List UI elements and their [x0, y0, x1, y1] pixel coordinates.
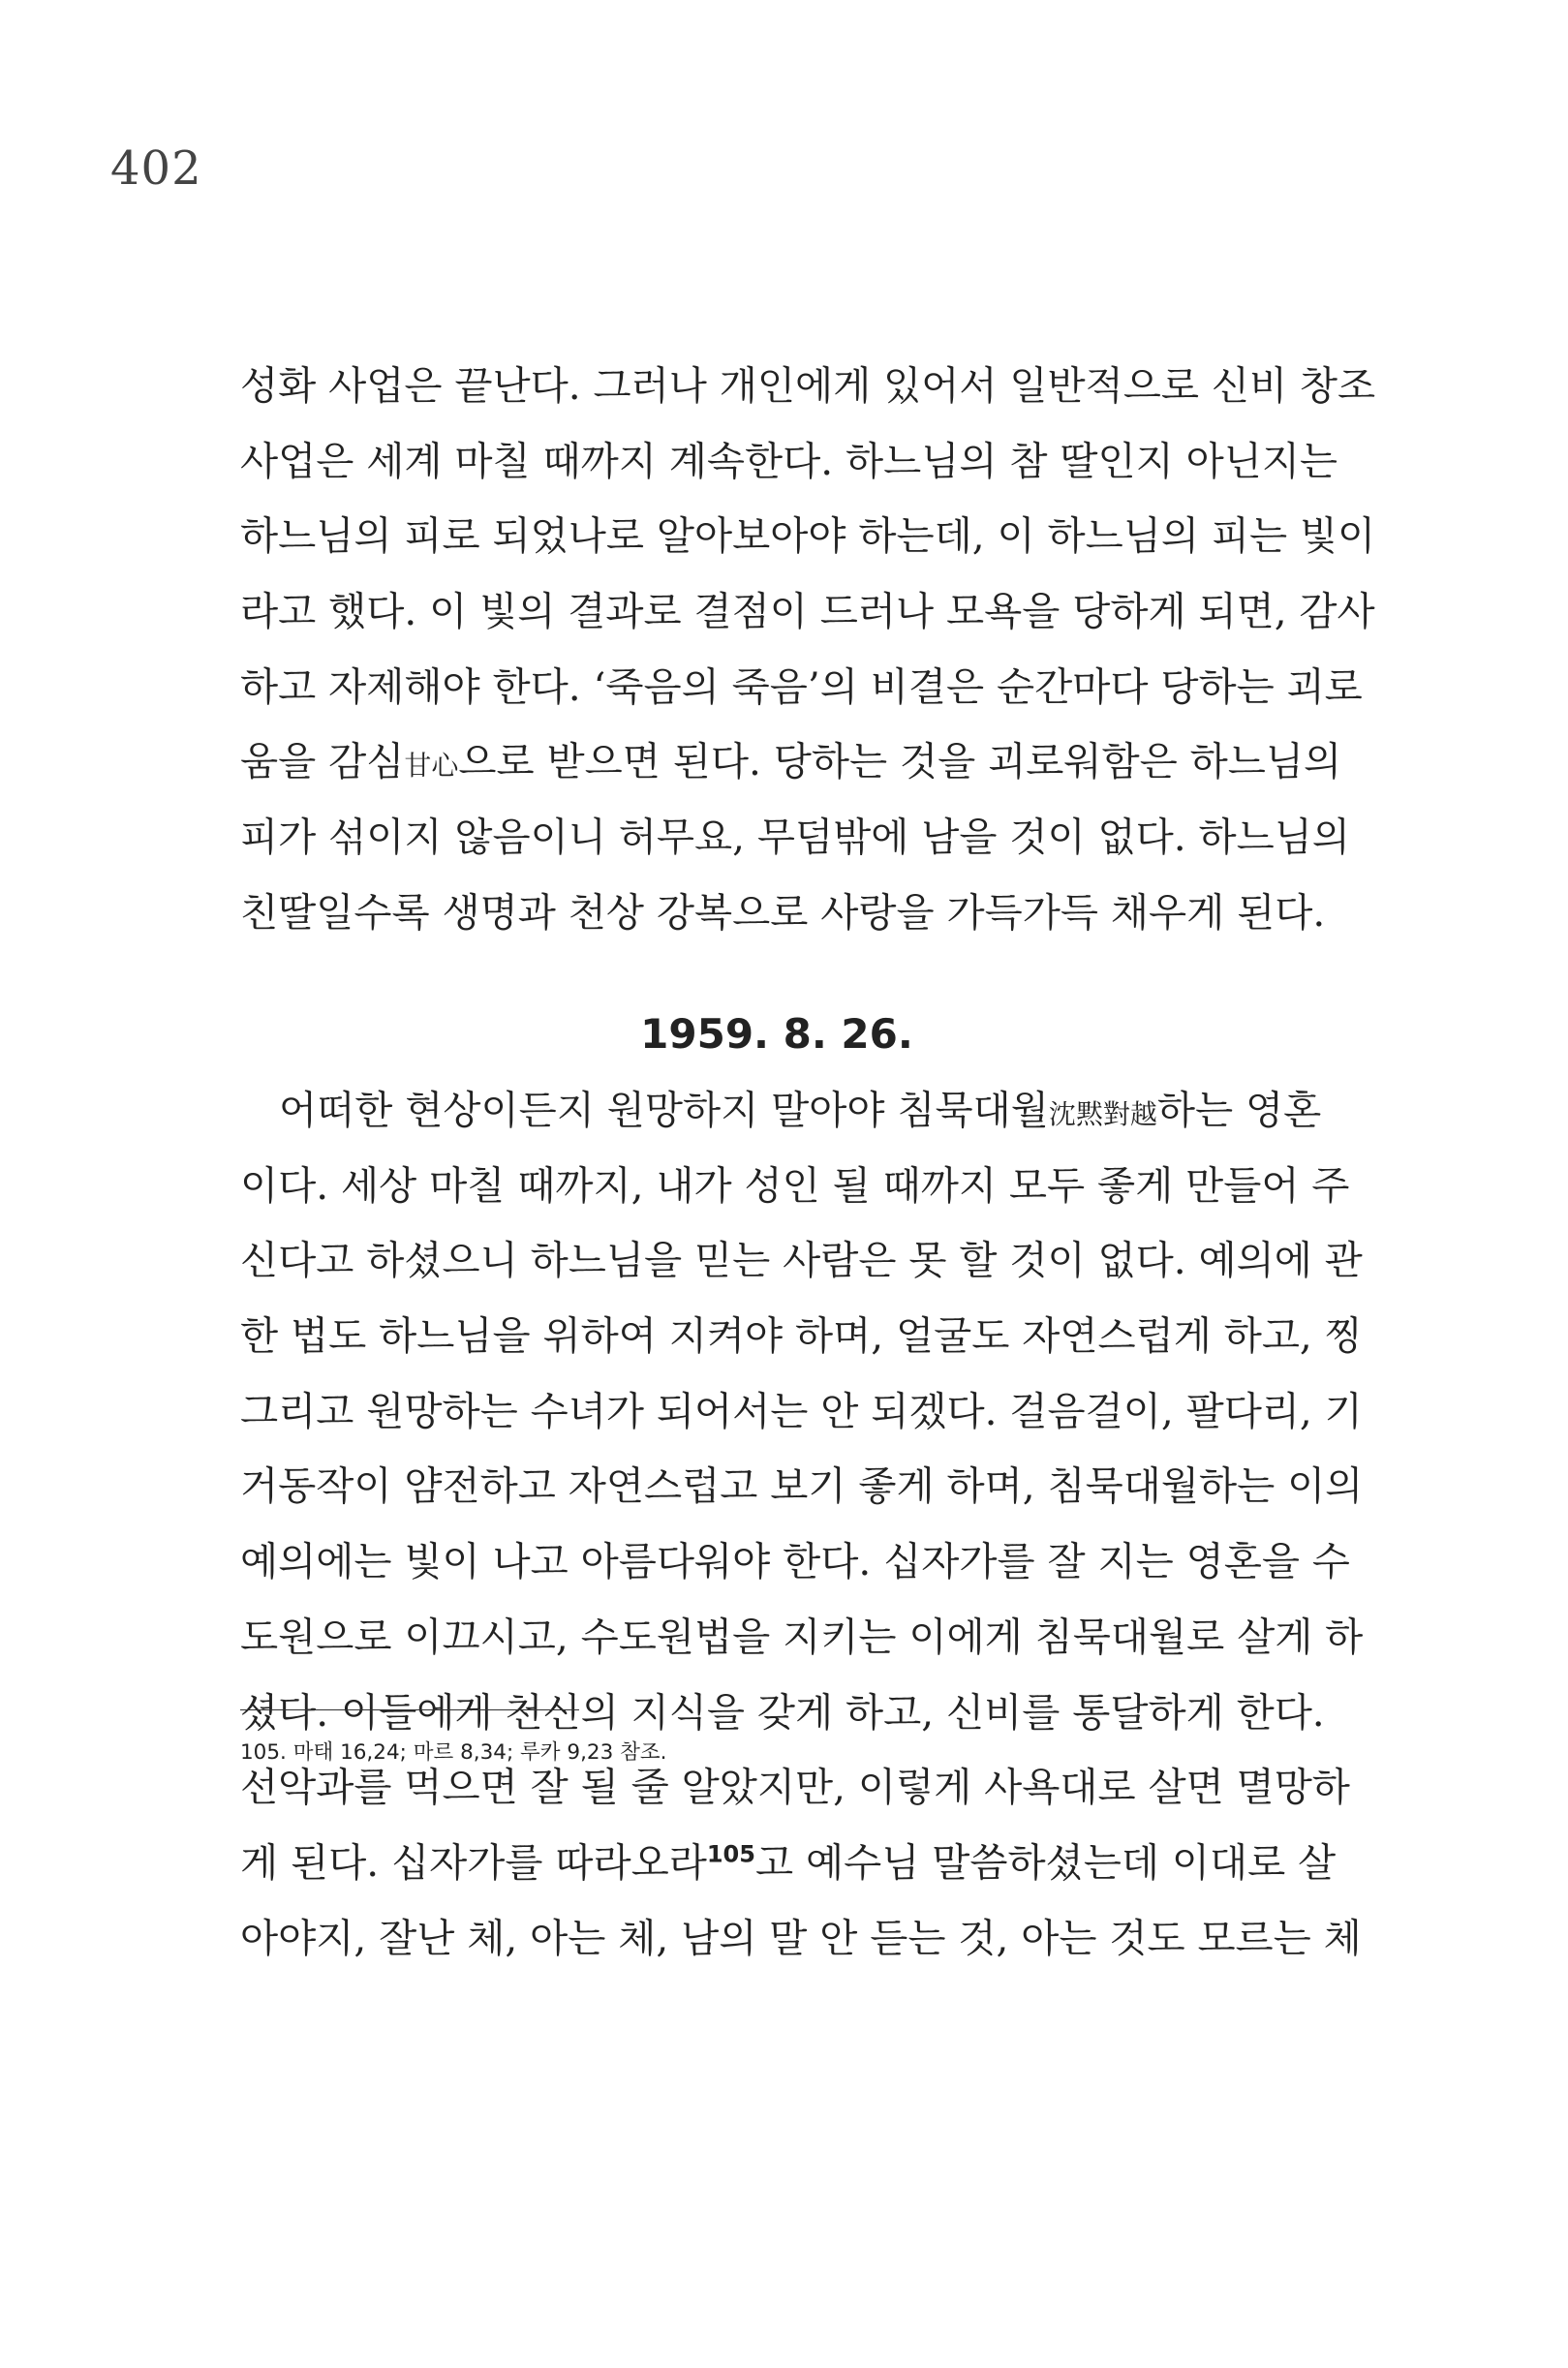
text-segment: 어떠한 현상이든지 원망하지 말아야 침묵대월: [279, 1087, 1049, 1133]
text-line: 도원으로 이끄시고, 수도원법을 지키는 이에게 침묵대월로 살게 하: [240, 1613, 1364, 1660]
text-line: 셨다. 이들에게 천신의 지식을 갖게 하고, 신비를 통달하게 한다.: [240, 1688, 1325, 1736]
hanja-annotation: 沈黙對越: [1048, 1098, 1157, 1130]
text-segment: 으로 받으면 된다. 당하는 것을 괴로워함은 하느님의: [458, 738, 1342, 785]
text-line: 사업은 세계 마칠 때까지 계속한다. 하느님의 참 딸인지 아닌지는: [240, 437, 1338, 484]
text-line: 친딸일수록 생명과 천상 강복으로 사랑을 가득가득 채우게 된다.: [240, 888, 1326, 936]
text-line: 라고 했다. 이 빛의 결과로 결점이 드러나 모욕을 당하게 되면, 감사: [240, 588, 1375, 635]
text-segment: 움을 감심: [240, 738, 405, 785]
text-line: 아야지, 잘난 체, 아는 체, 남의 말 안 듣는 것, 아는 것도 모르는 체: [240, 1914, 1362, 1961]
paragraph-section-two: [240, 1073, 1364, 1976]
text-line: [240, 724, 1342, 800]
text-line: 피가 섞이지 않음이니 허무요, 무덤밖에 남을 것이 없다. 하느님의: [240, 814, 1350, 861]
text-line: 선악과를 먹으면 잘 될 줄 알았지만, 이렇게 사욕대로 살면 멸망하: [240, 1764, 1350, 1811]
text-line: 거동작이 얌전하고 자연스럽고 보기 좋게 하며, 침묵대월하는 이의: [240, 1462, 1364, 1510]
text-line: 이다. 세상 마칠 때까지, 내가 성인 될 때까지 모두 좋게 만들어 주: [240, 1161, 1350, 1209]
date-heading: 1959. 8. 26.: [640, 1010, 913, 1058]
text-segment: 하는 영혼: [1156, 1087, 1322, 1133]
text-line: [240, 1826, 1337, 1901]
text-line: 한 법도 하느님을 위하여 지켜야 하며, 얼굴도 자연스럽게 하고, 찡: [240, 1312, 1363, 1360]
text-line: 하느님의 피로 되었나로 알아보아야 하는데, 이 하느님의 피는 빛이: [240, 512, 1376, 560]
page-number: 402: [110, 141, 202, 196]
text-line: 예의에는 빛이 나고 아름다워야 한다. 십자가를 잘 지는 영혼을 수: [240, 1538, 1350, 1585]
hanja-annotation: 甘心: [404, 750, 459, 783]
paragraph-section-one: [240, 349, 1376, 951]
text-line: 신다고 하셨으니 하느님을 믿는 사람은 못 할 것이 없다. 예의에 관: [240, 1237, 1363, 1284]
text-segment: 고 예수님 말씀하셨는데 이대로 살: [754, 1838, 1337, 1886]
text-segment: 게 된다. 십자가를 따라오라: [240, 1838, 707, 1886]
text-line: 그리고 원망하는 수녀가 되어서는 안 되겠다. 걸음걸이, 팔다리, 기: [240, 1387, 1363, 1434]
text-line: 하고 자제해야 한다. ‘죽음의 죽음’의 비결은 순간마다 당하는 괴로: [240, 662, 1363, 710]
footnote-divider: [240, 1709, 579, 1710]
text-line: 성화 사업은 끝난다. 그러나 개인에게 있어서 일반적으로 신비 창조: [240, 362, 1376, 409]
footnote-text: 105. 마태 16,24; 마르 8,34; 루카 9,23 참조.: [240, 1740, 667, 1765]
text-line: [240, 1073, 1322, 1149]
footnote-reference: 105: [706, 1840, 755, 1868]
